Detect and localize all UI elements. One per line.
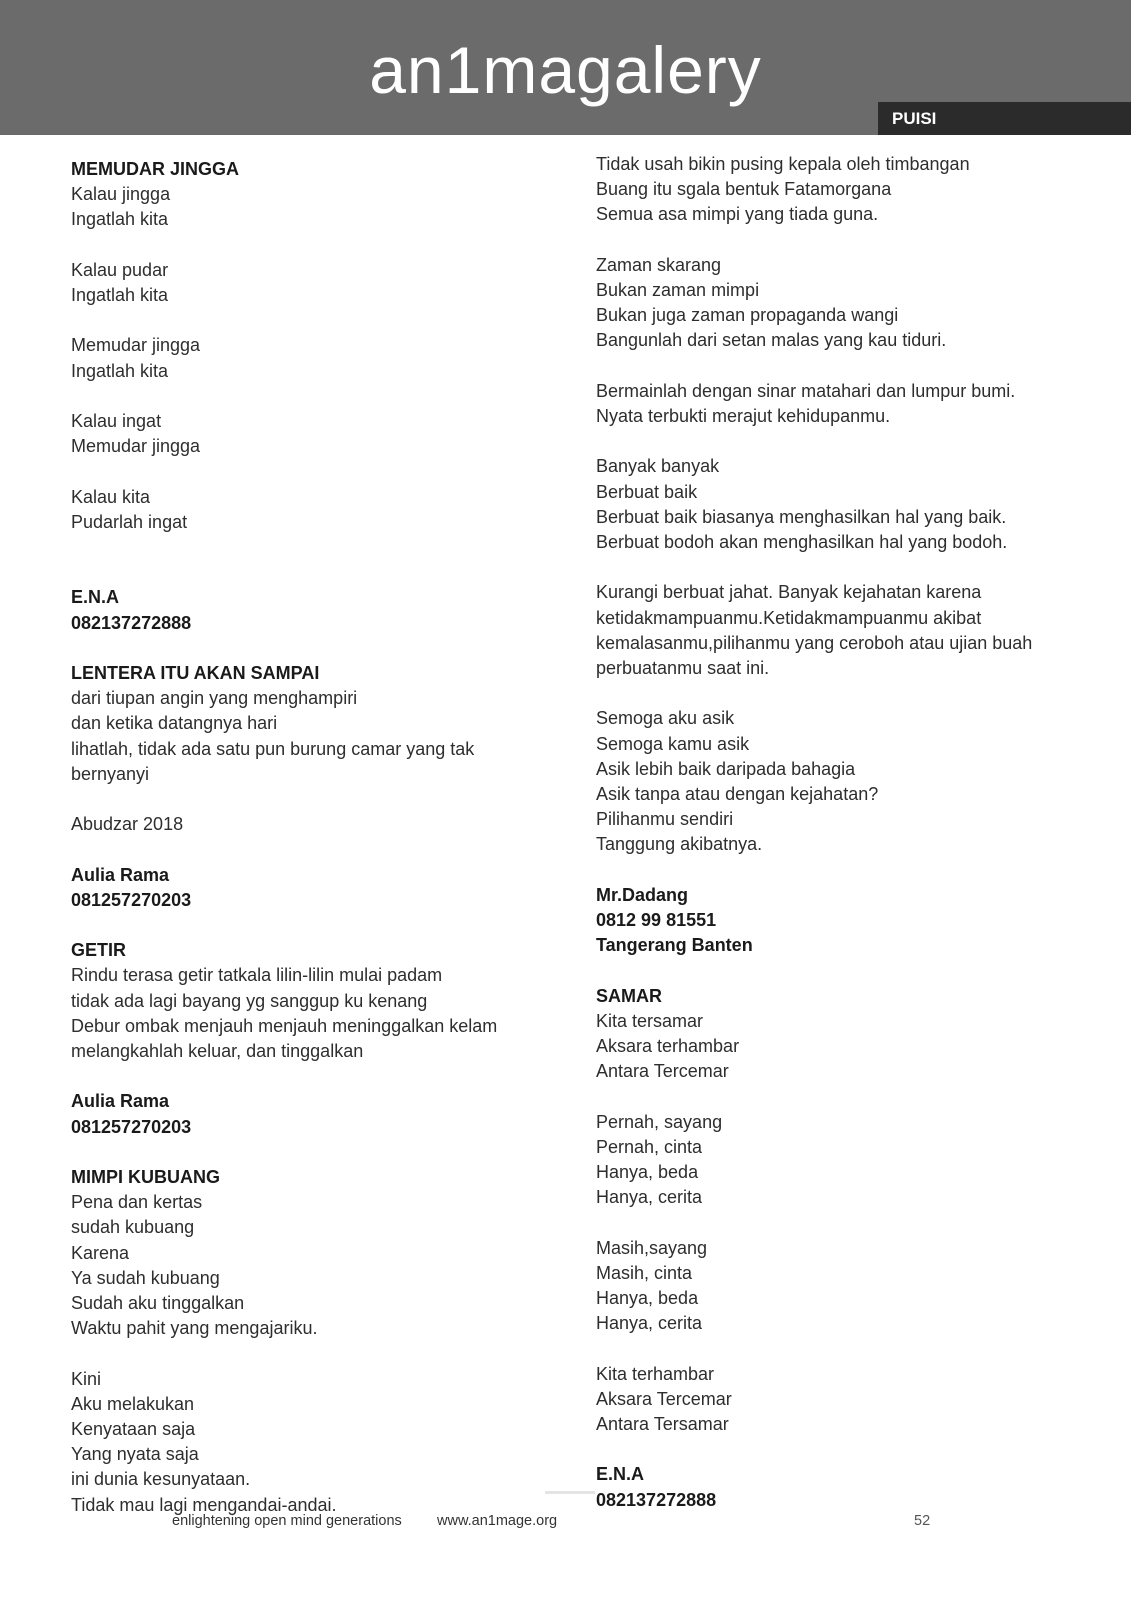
heading-line: LENTERA ITU AKAN SAMPAI [71,662,320,683]
poem-line: Nyata terbukti merajut kehidupanmu. [596,406,891,426]
line-gap [71,535,541,560]
line-gap [596,1210,1076,1235]
poem-line: Memudar jingga [71,436,201,457]
poem-line: Memudar jingga [71,335,201,356]
line-gap [596,555,1076,580]
line-gap [71,233,541,258]
heading-line: MIMPI KUBUANG [71,1166,220,1187]
poem-line: Tidak mau lagi mengandai-andai. [71,1494,337,1515]
heading-line: GETIR [71,940,127,961]
poem-line: Aksara terhambar [596,1036,740,1056]
poem-line: Asik lebih baik daripada bahagia [596,758,856,779]
poem-line: bernyanyi [71,763,150,784]
heading-line: 081257270203 [71,1116,192,1137]
poem-line: Rindu terasa getir tatkala lilin-lilin mulai padam [71,965,443,986]
heading-line: 082137272888 [71,612,192,633]
poem-line: Kini [71,1368,102,1389]
poem-line: Masih,sayang [596,1237,708,1258]
poem-line: Ingatlah kita [71,285,169,305]
poem-line: Aksara Tercemar [596,1388,732,1409]
footer-url: www.an1mage.org [437,1513,558,1529]
poem-line: Buang itu sgala bentuk Fatamorgana [596,179,892,200]
heading-line: 081257270203 [71,889,192,910]
line-gap [71,560,541,585]
heading-line: SAMAR [596,985,662,1006]
poem-line: Kita terhambar [596,1363,715,1384]
poem-line: Yang nyata saja [71,1444,199,1465]
poem-line: Hanya, cerita [596,1313,703,1334]
poem-line: Kita tersamar [596,1010,704,1031]
poem-line: Kurangi berbuat jahat. Banyak kejahatan karena [596,582,982,603]
line-gap [71,1064,541,1089]
poem-line: Pernah, cinta [596,1136,703,1157]
poem-line: Bukan juga zaman propaganda wangi [596,305,899,326]
footer-tagline: enlightening open mind generations [172,1513,402,1529]
poem-line: Sudah aku tinggalkan [71,1292,245,1313]
poem-line: Zaman skarang [596,254,722,275]
poem-line: Pernah, sayang [596,1111,723,1132]
poem-line: melangkahlah keluar, dan tinggalkan [71,1040,364,1061]
brand-title: an1magalery [369,33,762,107]
poem-line: tidak ada lagi bayang yg sanggup ku kenang [71,990,428,1011]
poem-line: Kenyataan saja [71,1418,196,1439]
heading-line: 0812 99 81551 [596,910,717,930]
heading-line: 082137272888 [596,1489,717,1510]
line-gap [71,787,541,812]
line-gap [71,308,541,333]
heading-line: Tangerang Banten [596,935,753,956]
page-header [0,0,1131,135]
poem-line: Masih, cinta [596,1262,693,1283]
poem-line: ketidakmampuanmu.Ketidakmampuanmu akibat [596,607,982,628]
line-gap [71,837,541,862]
line-gap [71,384,541,409]
poem-line: Ingatlah kita [71,360,169,381]
line-gap [71,1140,541,1165]
poem-line: Asik tanpa atau dengan kejahatan? [596,784,879,804]
heading-line: E.N.A [71,587,120,608]
poem-line: Berbuat bodoh akan menghasilkan hal yang bodoh. [596,532,1008,552]
line-gap [71,459,541,484]
line-gap [71,1341,541,1366]
poem-line: Antara Tercemar [596,1061,729,1082]
poem-line: lihatlah, tidak ada satu pun burung camar yang tak [71,738,475,759]
line-gap [596,858,1076,883]
poem-line: Aku melakukan [71,1393,195,1414]
poem-line: Waktu pahit yang mengajariku. [71,1318,318,1339]
poem-line: Semua asa mimpi yang tiada guna. [596,204,879,225]
line-gap [71,913,541,938]
line-gap [596,681,1076,706]
poem-line: perbuatanmu saat ini. [596,658,770,678]
right-column [596,152,1076,1513]
poem-line: Ingatlah kita [71,209,169,230]
poem-line: sudah kubuang [71,1217,195,1238]
poem-line: Kalau ingat [71,410,162,431]
poem-line: ini dunia kesunyataan. [71,1469,251,1490]
heading-line: Aulia Rama [71,1091,170,1112]
poem-line: Kalau jingga [71,184,171,205]
poem-line: Semoga aku asik [596,708,735,729]
divider [545,1491,595,1494]
poem-line: Kalau pudar [71,259,169,280]
poem-line: Antara Tersamar [596,1414,729,1434]
poem-line: Bangunlah dari setan malas yang kau tiduri. [596,330,947,351]
poem-line: Berbuat baik [596,481,698,502]
page-number: 52 [914,1513,931,1529]
poem-line: Debur ombak menjauh menjauh meninggalkan kelam [71,1015,498,1036]
poem-line: Abudzar 2018 [71,814,184,835]
poem-line: Hanya, cerita [596,1187,703,1208]
poem-line: dari tiupan angin yang menghampiri [71,688,358,709]
poem-line: Pena dan kertas [71,1192,203,1213]
poem-line: dan ketika datangnya hari [71,713,278,734]
poem-line: Tanggung akibatnya. [596,834,763,855]
poem-line: Karena [71,1242,130,1263]
left-column [71,157,541,1518]
poem-line: kemalasanmu,pilihanmu yang ceroboh atau ujian buah [596,632,1033,653]
heading-line: Aulia Rama [71,864,170,885]
line-gap [596,228,1076,253]
poem-line: Semoga kamu asik [596,733,750,754]
poem-line: Berbuat baik biasanya menghasilkan hal yang baik. [596,506,1007,527]
poem-line: Pilihanmu sendiri [596,809,734,830]
poem-line: Pudarlah ingat [71,511,188,532]
heading-line: Mr.Dadang [596,884,689,905]
poem-line: Hanya, beda [596,1288,699,1308]
section-label: PUISI [878,102,1131,135]
poem-line: Bermainlah dengan sinar matahari dan lumpur bumi. [596,380,1016,401]
line-gap [596,1437,1076,1462]
poem-line: Tidak usah bikin pusing kepala oleh timbangan [596,154,970,174]
poem-line: Banyak banyak [596,456,720,477]
poem-line: Hanya, beda [596,1162,699,1182]
line-gap [596,1084,1076,1109]
line-gap [71,636,541,661]
line-gap [596,429,1076,454]
line-gap [596,958,1076,983]
poem-line: Kalau kita [71,486,151,507]
heading-line: MEMUDAR JINGGA [71,159,240,179]
line-gap [596,1336,1076,1361]
heading-line: E.N.A [596,1464,645,1485]
poem-line: Ya sudah kubuang [71,1267,220,1288]
line-gap [596,354,1076,379]
poem-line: Bukan zaman mimpi [596,280,760,300]
